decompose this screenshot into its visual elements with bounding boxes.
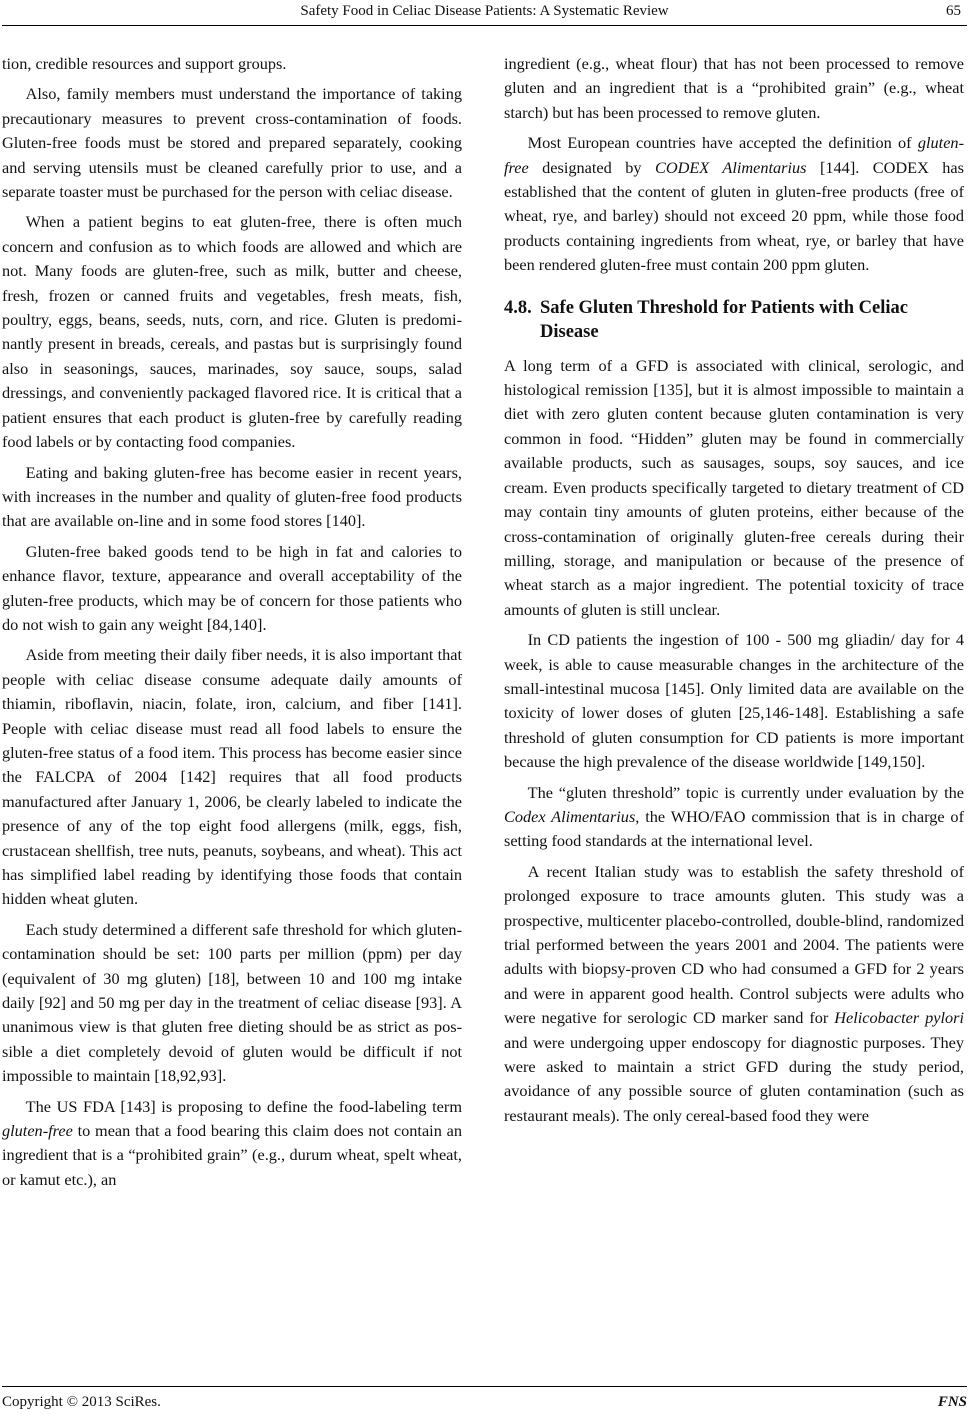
copyright-notice: Copyright © 2013 SciRes. (2, 1394, 161, 1410)
paragraph (2, 1095, 462, 1193)
text-run: to mean that a food bearing this claim does not contain an ingredient that is a “prohibited grain” (e.g., durum wheat, spelt wheat, or kamut etc.), an (2, 1121, 462, 1189)
italic-term: Codex Alimentarius (504, 806, 636, 826)
paragraph: Each study determined a different safe threshold for which gluten-contamination should be set: 100 parts per million (ppm) per day (equivalent of 30 mg gluten) [18], between 10 and 100 mg intake daily [92] and 50 mg per day in the treatment of celiac disease [93]. A unanimous view is that gluten free dieting should be as strict as possible a diet completely devoid of gluten would be difficult if not impossible to maintain [18,92,93]. (2, 919, 462, 1086)
paragraph: tion, credible resources and support groups. (2, 54, 287, 73)
paragraph (504, 781, 964, 854)
paragraph: Gluten-free baked goods tend to be high in fat and calories to enhance flavor, texture, appearance and overall acceptability of the gluten-free products, which may be of concern for those patients who do not wish to gain any weight [84,140]. (2, 541, 462, 634)
running-head (0, 0, 969, 24)
paragraph (504, 131, 964, 277)
text-run: The US FDA [143] is proposing to define the food-labeling term (25, 1096, 462, 1116)
text-run: designated by (528, 157, 655, 177)
section-title: Safe Gluten Threshold for Patients with Celiac Disease (540, 297, 908, 342)
text-run: Most European countries have accepted the definition of (527, 133, 918, 153)
paragraph: Also, family members must understand the importance of taking precautionary measures to prevent cross-contamination of foods. Gluten-free foods must be stored and prepared separately, cooking and serving utensils must be cleaned carefully prior to use, and a separate toaster must be purchased for the person with celiac disease. (2, 84, 462, 202)
header-rule (2, 25, 967, 26)
footer-rule (2, 1386, 967, 1387)
paragraph: In CD patients the ingestion of 100 - 500 mg gliadin/ day for 4 week, is able to cause measurable changes in the architecture of the small-intestinal mucosa [145]. Only limited data are available on the toxicity of lower doses of gluten [25,146-148]. Establishing a safe threshold of gluten consumption for CD patients is more important because the high prevalence of the disease worldwide [149,150]. (504, 630, 964, 772)
running-head-title: Safety Food in Celiac Disease Patients: A Systematic Review (300, 3, 669, 19)
paragraph: ingredient (e.g., wheat flour) that has not been processed to remove gluten and an ingredient that is a “prohibited grain” (e.g., wheat starch) but has been processed to remove gluten. (504, 54, 964, 122)
italic-term: Helicobacter pylori (834, 1008, 965, 1028)
text-run: [144]. CODEX has established that the content of gluten in gluten-free products (free of wheat, rye, and barley) should not exceed 20 ppm, while those food products containing ingredients from wheat, rye, or barley that have been rendered gluten-free must contain 200 ppm gluten. (504, 157, 964, 275)
section-heading (504, 296, 964, 344)
italic-term: gluten-free (504, 133, 964, 177)
section-number: 4.8. (504, 297, 532, 318)
italic-term: CODEX Alimentarius (654, 157, 807, 177)
paragraph (504, 860, 964, 1128)
text-run: , the WHO/FAO commission that is in charge of setting food standards at the international level. (504, 806, 964, 851)
text-run: A recent Italian study was to establish the safety threshold of prolonged exposure to trace amounts gluten. This study was a prospective, multicenter placebo-controlled, double-blind, randomized trial performed between the years 2001 and 2004. The patients were adults with biopsy-proven CD who had consumed a GFD for 2 years and were in apparent good health. Control subjects were adults who were negative for serologic CD marker sand for (504, 861, 964, 1028)
left-column (2, 52, 462, 1198)
text-run: The “gluten threshold” topic is currently under evaluation by the (527, 782, 964, 802)
italic-term: gluten-free (2, 1121, 73, 1141)
page-number: 65 (946, 3, 961, 19)
paragraph: Aside from meeting their daily fiber needs, it is also important that people with celiac disease consume adequate daily amounts of thiamin, riboflavin, niacin, folate, iron, calcium, and fiber [141]. People with celiac disease must read all food labels to ensure the gluten-free status of a food item. This process has become easier since the FALCPA of 2004 [142] requires that all food products manufactured after January 1, 2006, be clearly labeled to indicate the presence of any of the top eight food allergens (milk, eggs, fish, crustacean shellfish, tree nuts, peanuts, soybeans, and wheat). This act has simplified label reading by identifying those foods that contain hidden wheat gluten. (2, 645, 462, 909)
paragraph: Eating and baking gluten-free has become easier in recent years, with increases in the number and quality of gluten-free food products that are available on-line and in some food stores [140]. (2, 462, 462, 531)
journal-abbreviation: FNS (937, 1394, 967, 1410)
paragraph: A long term of a GFD is associated with clinical, serologic, and histological remission [135], but it is almost impossible to maintain a diet with zero gluten content because gluten contamination is very common in food. “Hidden” gluten may be found in commercially available products, such as sausages, soups, soy sauces, and ice cream. Even products specifically targeted to dietary treatment of CD may contain tiny amounts of gluten proteins, either because of the cross-contamination of originally gluten-free cereals during their milling, storage, and manipulation or because of the presence of wheat starch as a major ingredient. The potential toxicity of trace amounts of gluten is still unclear. (504, 355, 964, 619)
right-column (504, 52, 964, 1134)
paragraph: When a patient begins to eat gluten-free, there is often much concern and confusion as to which foods are allowed and which are not. Many foods are gluten-free, such as milk, butter and cheese, fresh, frozen or canned fruits and vegetables, fresh meats, fish, poultry, eggs, beans, seeds, nuts, corn, and rice. Gluten is predominantly present in breads, cereals, and pastas but is surprisingly found also in seasonings, sauces, marinades, soy sauce, soups, salad dressings, and conveniently packaged flavored rice. It is critical that a patient ensures that each product is gluten-free by carefully reading food labels or by contacting food companies. (2, 212, 462, 452)
text-run: and were undergoing upper endoscopy for diagnostic purposes. They were asked to maintain a strict GFD during the study period, avoidance of any possible source of gluten contamination (such as restaurant meals). The only cereal-based food they were (504, 1032, 964, 1125)
